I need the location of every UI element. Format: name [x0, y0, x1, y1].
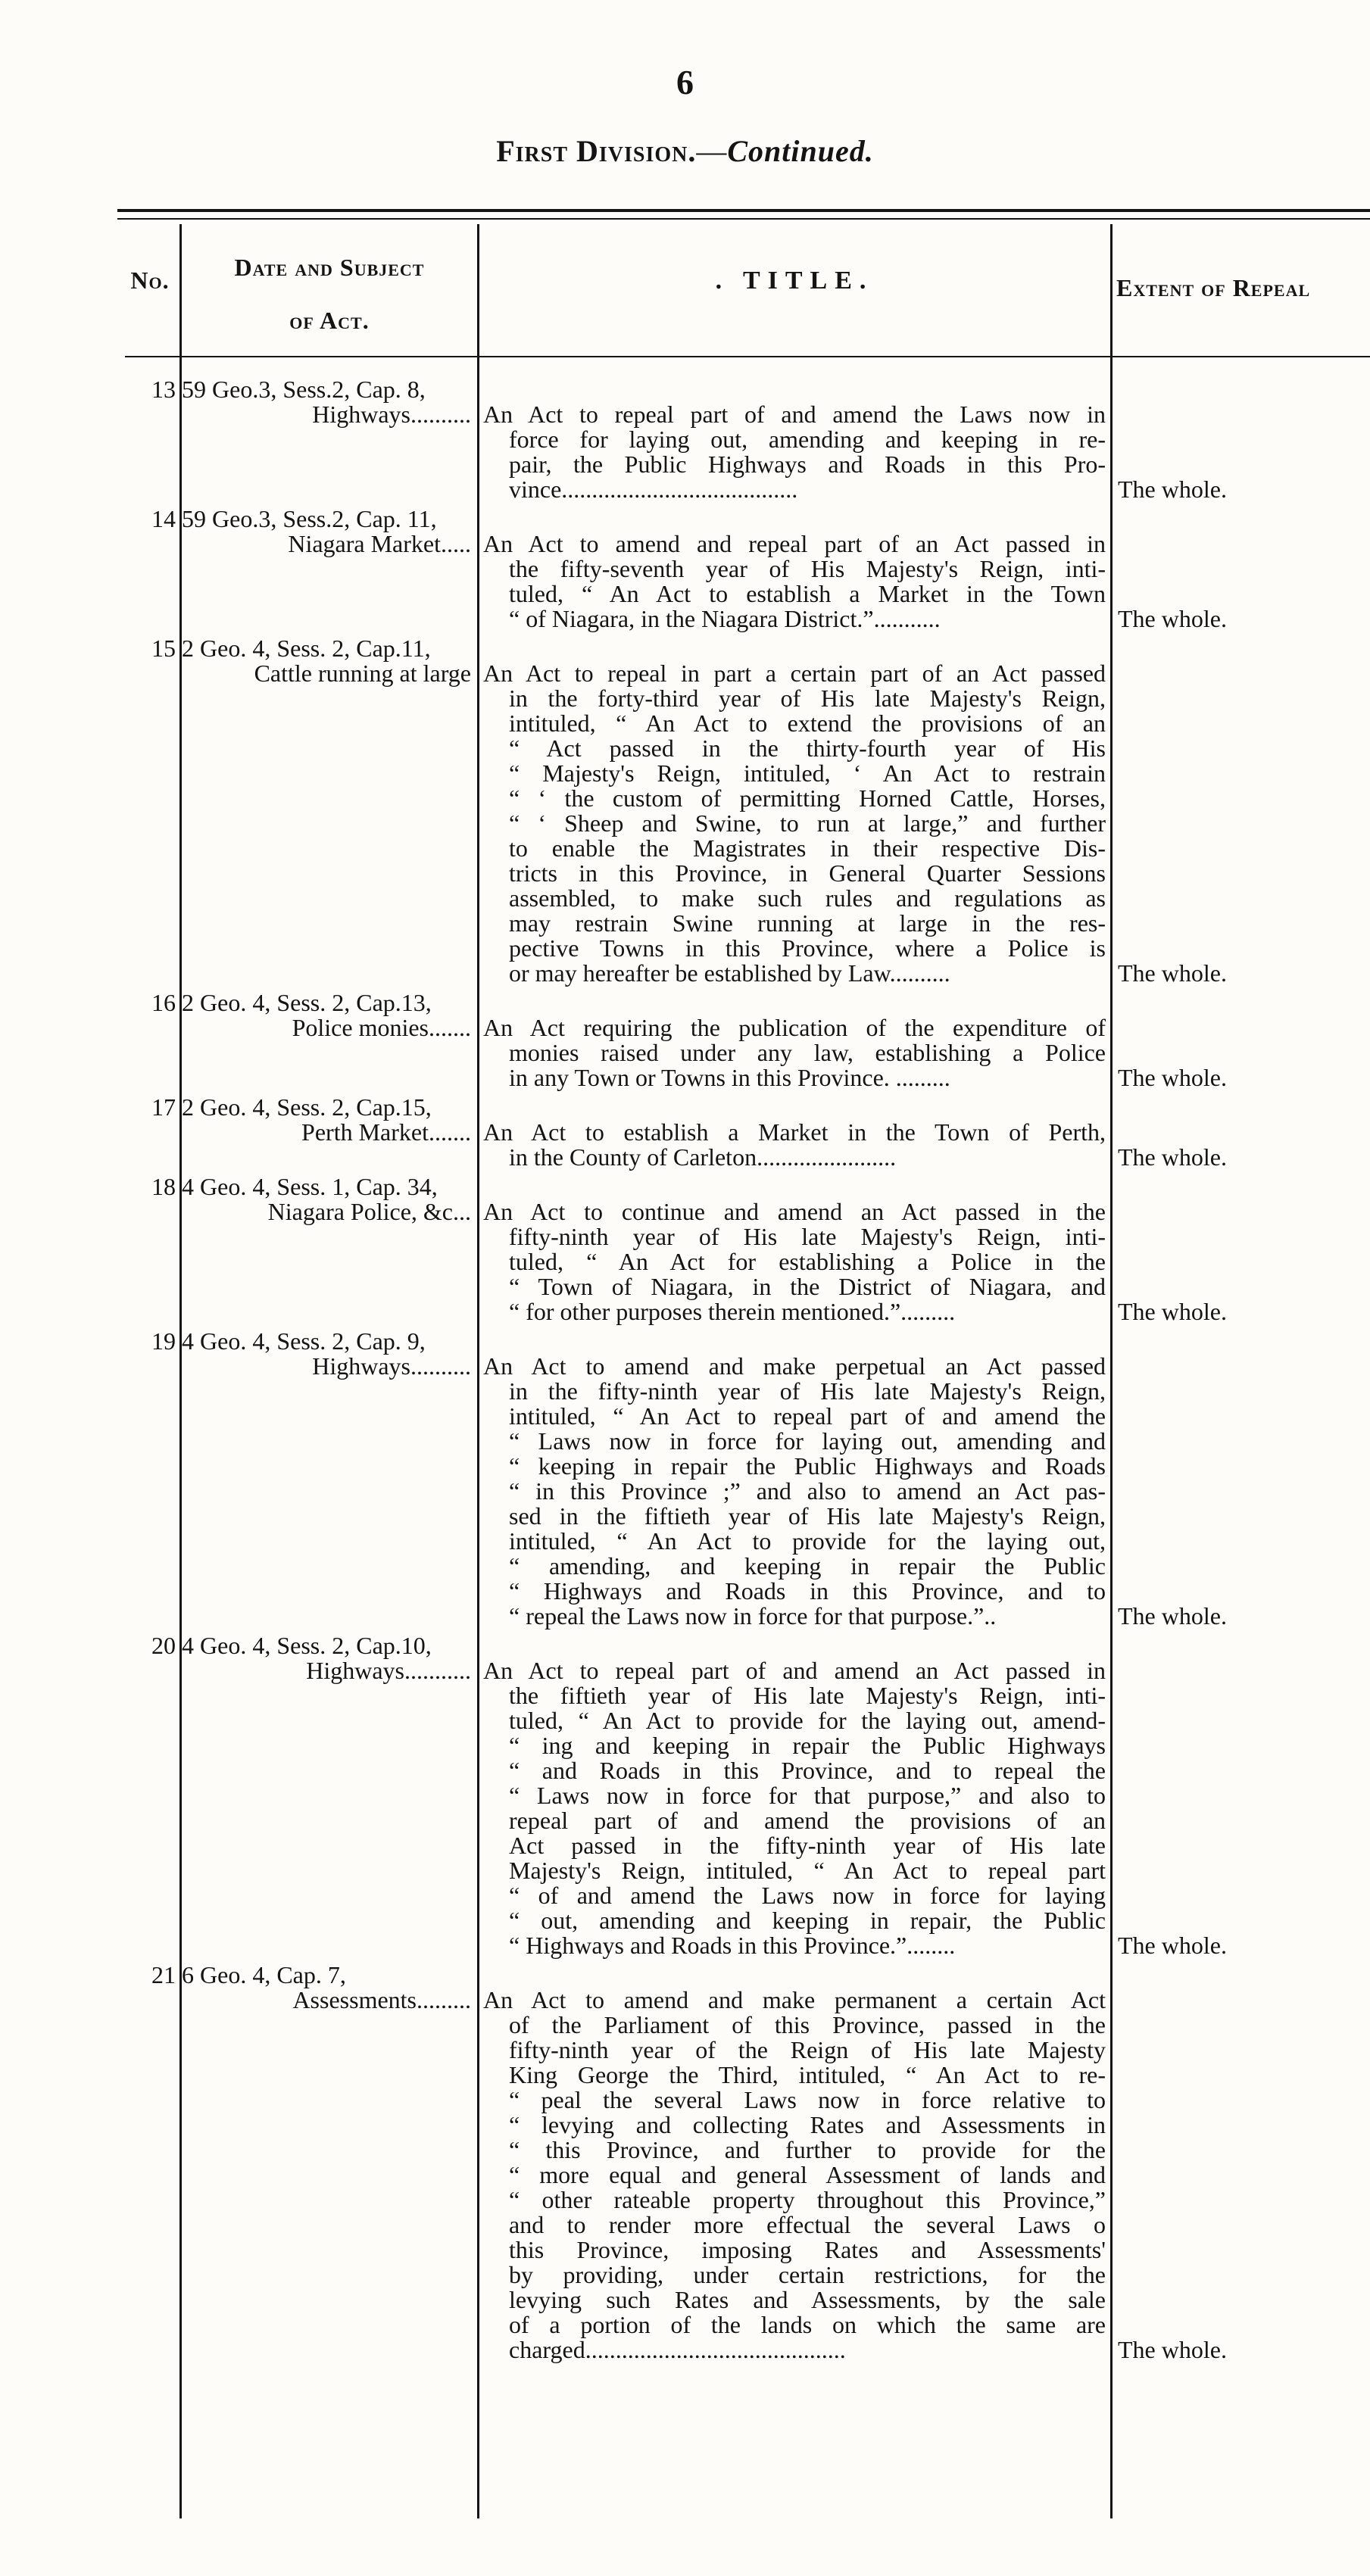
act-title-line: of the Parliament of this Province, passed in the — [509, 2011, 1106, 2038]
row-number: 13 — [151, 376, 176, 403]
act-title-line: An Act requiring the publication of the expenditure of — [483, 1014, 1106, 1041]
act-session-cap: 59 Geo.3, Sess.2, Cap. 11, — [182, 505, 437, 532]
act-title-line: the fifty-seventh year of His Majesty's Reign, inti- — [509, 555, 1106, 582]
act-date-subject — [182, 636, 474, 686]
act-session-cap: 6 Geo. 4, Cap. 7, — [182, 1961, 346, 1988]
act-title-line: “ levying and collecting Rates and Assessments in — [509, 2111, 1106, 2138]
act-title-line: sed in the fiftieth year of His late Majesty's Reign, — [509, 1502, 1106, 1530]
act-date-subject — [182, 1095, 474, 1145]
extent-of-repeal: The whole. — [1118, 605, 1227, 632]
running-head — [0, 133, 1370, 169]
act-title — [483, 1015, 1106, 1090]
act-title-line: “ in this Province ;” and also to amend an Act pas- — [509, 1477, 1106, 1505]
act-subject: Cattle running at large — [254, 660, 471, 687]
act-title-line: in the fifty-ninth year of His late Majesty's Reign, — [509, 1377, 1106, 1405]
act-title — [483, 661, 1106, 986]
row-number: 15 — [151, 635, 176, 662]
extent-of-repeal: The whole. — [1118, 1143, 1227, 1171]
act-title-line: “ Majesty's Reign, intituled, ‘ An Act to restrain — [509, 759, 1106, 787]
act-title-line: An Act to establish a Market in the Town of Perth, — [483, 1118, 1106, 1146]
act-session-cap: 4 Geo. 4, Sess. 2, Cap.10, — [182, 1632, 432, 1659]
act-title-line: tuled, “ An Act for establishing a Police in the — [509, 1248, 1106, 1275]
extent-of-repeal: The whole. — [1118, 2336, 1227, 2363]
act-session-cap: 2 Geo. 4, Sess. 2, Cap.13, — [182, 989, 432, 1016]
act-title-line: fifty-ninth year of His late Majesty's Reign, inti- — [509, 1223, 1106, 1250]
row-number: 18 — [151, 1173, 176, 1200]
act-title-line: “ Laws now in force for that purpose,” and also to — [509, 1782, 1106, 1809]
act-title-line: King George the Third, intituled, “ An Act to re- — [509, 2061, 1106, 2088]
act-title-line: “ Act passed in the thirty-fourth year of His — [509, 734, 1106, 762]
act-title-line: “ peal the several Laws now in force relative to — [509, 2086, 1106, 2113]
act-subject: Highways.......... — [312, 401, 471, 428]
act-title-line: “ Town of Niagara, in the District of Niagara, and — [509, 1273, 1106, 1300]
act-title-line: monies raised under any law, establishing a Police — [509, 1039, 1106, 1066]
act-title — [483, 1199, 1106, 1324]
act-date-subject — [182, 1329, 474, 1379]
act-title-line: “ other rateable property throughout this Province,” — [509, 2186, 1106, 2213]
act-title-line: to enable the Magistrates in their respective Dis- — [509, 834, 1106, 862]
extent-of-repeal: The whole. — [1118, 1602, 1227, 1629]
act-title-line: “ of and amend the Laws now in force for laying — [509, 1882, 1106, 1909]
act-title-line: An Act to repeal part of and amend an Act passed in — [483, 1657, 1106, 1684]
act-title-line: intituled, “ An Act to provide for the laying out, — [509, 1527, 1106, 1555]
act-title-line: levying such Rates and Assessments, by the sale — [509, 2286, 1106, 2313]
act-title-line: force for laying out, amending and keeping in re- — [509, 426, 1106, 453]
act-title-line: repeal part of and amend the provisions of an — [509, 1807, 1106, 1834]
act-title-line: in any Town or Towns in this Province. ......... — [509, 1064, 950, 1091]
extent-of-repeal: The whole. — [1118, 959, 1227, 987]
act-title-line: “ this Province, and further to provide for the — [509, 2136, 1106, 2163]
act-title-line: “ keeping in repair the Public Highways and Roads — [509, 1452, 1106, 1480]
act-title-line: tuled, “ An Act to establish a Market in the Town — [509, 580, 1106, 607]
continued-label: Continued. — [727, 134, 874, 168]
act-title-line: “ repeal the Laws now in force for that purpose.”.. — [509, 1602, 997, 1629]
row-number: 20 — [151, 1632, 176, 1659]
header-bottom-rule — [125, 356, 1370, 357]
act-title-line: An Act to repeal part of and amend the Laws now in — [483, 401, 1106, 428]
act-title-line: intituled, “ An Act to repeal part of and amend the — [509, 1402, 1106, 1430]
extent-of-repeal: The whole. — [1118, 1932, 1227, 1959]
act-date-subject — [182, 1633, 474, 1683]
act-title-line: “ ‘ Sheep and Swine, to run at large,” and further — [509, 809, 1106, 837]
act-title-line: “ amending, and keeping in repair the Public — [509, 1552, 1106, 1580]
act-session-cap: 2 Geo. 4, Sess. 2, Cap.15, — [182, 1093, 432, 1121]
act-title-line: Majesty's Reign, intituled, “ An Act to repeal part — [509, 1857, 1106, 1884]
act-title-line: An Act to amend and repeal part of an Act passed in — [483, 530, 1106, 557]
act-title-line: “ and Roads in this Province, and to repeal the — [509, 1757, 1106, 1784]
act-title-line: “ out, amending and keeping in repair, the Public — [509, 1907, 1106, 1934]
row-number: 16 — [151, 989, 176, 1016]
act-date-subject — [182, 1963, 474, 2013]
act-title-line: pair, the Public Highways and Roads in this Pro- — [509, 451, 1106, 478]
column-divider-2 — [477, 224, 479, 2518]
act-title-line: An Act to amend and make perpetual an Act passed — [483, 1352, 1106, 1380]
act-title-line: An Act to repeal in part a certain part of an Act passed — [483, 660, 1106, 687]
act-subject: Niagara Police, &c... — [267, 1198, 471, 1225]
act-session-cap: 4 Geo. 4, Sess. 1, Cap. 34, — [182, 1173, 438, 1200]
act-title — [483, 1658, 1106, 1958]
act-title-line: “ ing and keeping in repair the Public Highways — [509, 1732, 1106, 1759]
page-number: 6 — [676, 63, 694, 101]
act-date-subject — [182, 377, 474, 427]
act-title-line: of a portion of the lands on which the same are — [509, 2311, 1106, 2338]
act-title-line: intituled, “ An Act to extend the provisions of an — [509, 709, 1106, 737]
act-title-line: “ for other purposes therein mentioned.”......... — [509, 1298, 956, 1325]
row-number: 14 — [151, 505, 176, 532]
act-title-line: “ ‘ the custom of permitting Horned Cattle, Horses, — [509, 784, 1106, 812]
act-date-subject — [182, 990, 474, 1040]
act-session-cap: 59 Geo.3, Sess.2, Cap. 8, — [182, 376, 426, 403]
act-title-line: and to render more effectual the several Laws o — [509, 2211, 1106, 2238]
act-title — [483, 402, 1106, 502]
dash: — — [696, 134, 728, 168]
act-subject: Police monies....... — [292, 1014, 471, 1041]
header-date-line2: of Act. — [289, 307, 370, 334]
act-title-line: pective Towns in this Province, where a Police is — [509, 934, 1106, 962]
act-title-line: An Act to continue and amend an Act passed in the — [483, 1198, 1106, 1225]
header-top-rule-thin — [117, 218, 1370, 220]
act-title — [483, 1120, 1106, 1170]
act-title-line: fifty-ninth year of the Reign of His late Majesty — [509, 2036, 1106, 2063]
header-extent: Extent of Repeal — [1116, 274, 1311, 301]
act-subject: Niagara Market..... — [288, 530, 471, 557]
act-title-line: vince....................................... — [509, 476, 798, 503]
division-title: First Division. — [496, 134, 697, 168]
act-title — [483, 1988, 1106, 2362]
act-title-line: “ more equal and general Assessment of lands and — [509, 2161, 1106, 2188]
header-title: . TITLE. — [715, 267, 874, 295]
column-divider-3 — [1110, 224, 1113, 2518]
row-number: 21 — [151, 1961, 176, 1988]
act-title-line: in the County of Carleton....................... — [509, 1143, 897, 1171]
act-title — [483, 532, 1106, 632]
header-date-subject — [183, 241, 476, 347]
act-title-line: “ Laws now in force for laying out, amending and — [509, 1427, 1106, 1455]
act-title-line: tricts in this Province, in General Quarter Sessions — [509, 859, 1106, 887]
extent-of-repeal: The whole. — [1118, 1298, 1227, 1325]
act-title-line: assembled, to make such rules and regulations as — [509, 884, 1106, 912]
act-title-line: by providing, under certain restrictions, for the — [509, 2261, 1106, 2288]
act-session-cap: 4 Geo. 4, Sess. 2, Cap. 9, — [182, 1327, 426, 1355]
act-title-line: the fiftieth year of His late Majesty's Reign, inti- — [509, 1682, 1106, 1709]
act-subject: Highways.......... — [312, 1352, 471, 1380]
act-title-line: this Province, imposing Rates and Assessments' — [509, 2236, 1106, 2263]
header-no: No. — [130, 267, 170, 294]
act-subject: Assessments......... — [292, 1986, 471, 2013]
act-subject: Highways........... — [306, 1657, 471, 1684]
act-date-subject — [182, 507, 474, 557]
act-title-line: or may hereafter be established by Law.......... — [509, 959, 950, 987]
row-number: 17 — [151, 1093, 176, 1121]
act-title-line: “ of Niagara, in the Niagara District.”........... — [509, 605, 941, 632]
header-date-line1: Date and Subject — [234, 254, 425, 281]
act-date-subject — [182, 1174, 474, 1224]
header-top-rule — [117, 209, 1370, 212]
act-title-line: Act passed in the fifty-ninth year of His late — [509, 1832, 1106, 1859]
act-title-line: tuled, “ An Act to provide for the laying out, amend- — [509, 1707, 1106, 1734]
act-title — [483, 1354, 1106, 1629]
row-number: 19 — [151, 1327, 176, 1355]
extent-of-repeal: The whole. — [1118, 1064, 1227, 1091]
act-subject: Perth Market....... — [301, 1118, 471, 1146]
extent-of-repeal: The whole. — [1118, 476, 1227, 503]
act-title-line: An Act to amend and make permanent a certain Act — [483, 1986, 1106, 2013]
act-title-line: may restrain Swine running at large in the res- — [509, 909, 1106, 937]
act-title-line: charged........................................... — [509, 2336, 846, 2363]
act-title-line: “ Highways and Roads in this Province.”........ — [509, 1932, 956, 1959]
act-title-line: in the forty-third year of His late Majesty's Reign, — [509, 685, 1106, 712]
act-session-cap: 2 Geo. 4, Sess. 2, Cap.11, — [182, 635, 431, 662]
act-title-line: “ Highways and Roads in this Province, and to — [509, 1577, 1106, 1605]
